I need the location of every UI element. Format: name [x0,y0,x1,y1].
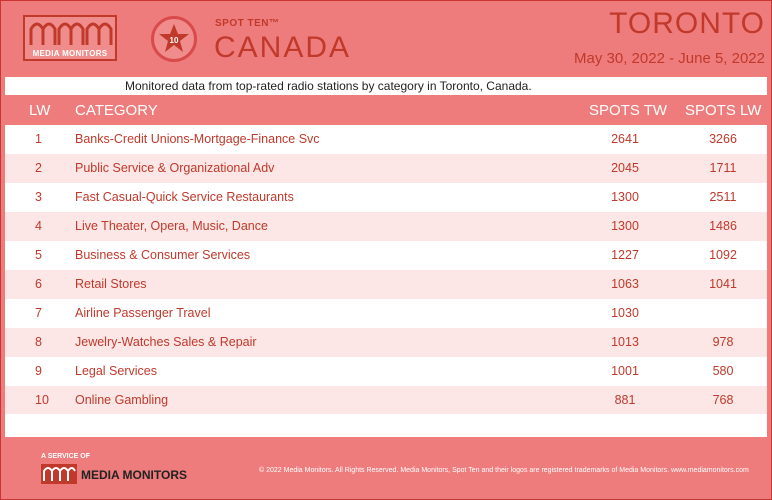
spots-tw-cell: 2641 [611,132,639,146]
table-row [5,386,767,415]
table-row [5,241,767,270]
spots-lw-cell: 2511 [709,190,737,204]
logo-text: MEDIA MONITORS [32,49,108,58]
spots-lw-cell: 768 [712,393,734,407]
spots-tw-cell: 1030 [611,306,639,320]
rank-cell: 10 [35,393,49,407]
column-header-category: CATEGORY [75,102,158,119]
column-header-spots-tw: SPOTS TW [589,102,668,119]
date-range: May 30, 2022 - June 5, 2022 [574,50,765,67]
footer-waveform-icon [41,464,77,484]
category-cell: Business & Consumer Services [75,248,251,262]
media-monitors-logo [23,15,117,61]
subtitle-text: Monitored data from top-rated radio stations by category in Toronto, Canada. [125,79,532,93]
spots-lw-cell: 1092 [709,248,737,262]
category-cell: Banks-Credit Unions-Mortgage-Finance Svc [75,132,320,146]
rank-cell: 4 [35,219,42,233]
spots-tw-cell: 1001 [611,364,639,378]
rank-cell: 3 [35,190,42,204]
waveform-icon [29,19,113,49]
subtitle-bar [5,77,767,95]
spots-lw-cell: 1711 [709,161,737,175]
country-title: CANADA [214,31,352,64]
service-label: A SERVICE OF [41,453,91,460]
rank-cell: 6 [35,277,42,291]
category-cell: Live Theater, Opera, Music, Dance [75,219,268,233]
rank-cell: 8 [35,335,42,349]
category-table [5,125,767,414]
table-row [5,270,767,299]
column-header-spots-lw: SPOTS LW [685,102,762,119]
table-row [5,357,767,386]
spots-tw-cell: 1300 [611,219,639,233]
category-cell: Jewelry-Watches Sales & Repair [75,335,257,349]
table-row [5,299,767,328]
table-row [5,328,767,357]
footer-logo-text: MEDIA MONITORS [81,468,188,482]
rank-cell: 5 [35,248,42,262]
category-cell: Public Service & Organizational Adv [75,161,275,175]
copyright-text: © 2022 Media Monitors. All Rights Reserved. Media Monitors, Spot Ten and their logos are registered trademarks of Media Monitors. www.mediamonitors.com [259,467,749,474]
spots-tw-cell: 2045 [611,161,639,175]
table-row [5,183,767,212]
category-cell: Online Gambling [75,393,169,407]
rank-cell: 7 [35,306,42,320]
spots-lw-cell: 978 [712,335,734,349]
category-cell: Retail Stores [75,277,147,291]
spots-tw-cell: 1063 [611,277,639,291]
table-row [5,125,767,154]
spots-lw-cell: 3266 [709,132,737,146]
column-header-lw: LW [29,102,51,119]
spots-lw-cell: 1486 [709,219,737,233]
category-cell: Airline Passenger Travel [75,306,211,320]
badge-number: 10 [169,36,179,45]
spots-tw-cell: 1227 [611,248,639,262]
spots-lw-cell: 1041 [709,277,737,291]
spots-tw-cell: 881 [614,393,636,407]
rank-cell: 9 [35,364,42,378]
table-row [5,154,767,183]
table-row [5,212,767,241]
spots-lw-cell: 580 [712,364,734,378]
spot-ten-label: SPOT TEN™ [215,18,280,29]
rank-cell: 2 [35,161,42,175]
spots-tw-cell: 1300 [611,190,639,204]
rank-cell: 1 [35,132,42,146]
spots-tw-cell: 1013 [611,335,639,349]
city-title: TORONTO [609,7,765,40]
footer-media-monitors-logo [41,464,211,484]
category-cell: Legal Services [75,364,157,378]
spot-ten-badge [151,16,197,62]
star-icon [157,22,191,56]
category-cell: Fast Casual-Quick Service Restaurants [75,190,294,204]
table-footer-band [5,414,767,437]
